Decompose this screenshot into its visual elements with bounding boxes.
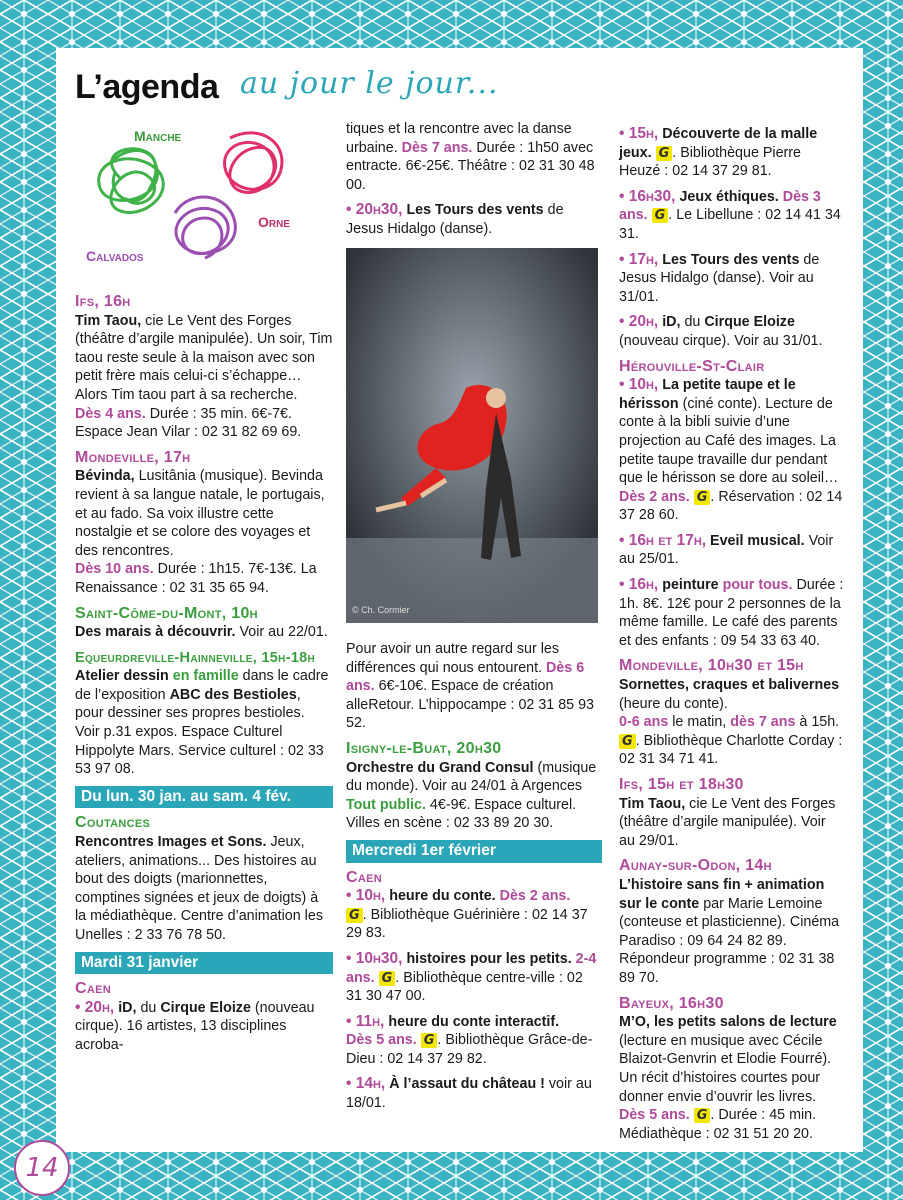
calvados-scribble	[175, 197, 235, 258]
city-heading: Isigny-le-Buat, 20h30	[346, 739, 502, 757]
event-title: Sornettes, craques et balivernes	[619, 677, 840, 694]
event-info: . Bibliothèque Guérinière : 02 14 37 29 83.	[346, 906, 588, 942]
event-hippocampe	[346, 640, 602, 733]
event-title: Découverte de la malle jeux.	[619, 126, 818, 161]
event-info: 4€-9€. Espace culturel. Villes en scène : 02 33 89 20 30.	[346, 796, 577, 832]
event-text: le matin,	[668, 714, 731, 731]
photo-credit: © Ch. Cormier	[352, 605, 410, 615]
event-herouville-2	[619, 532, 845, 569]
event-info: (nouveau cirque). 16 artistes, 13 disciplines acroba-	[75, 999, 315, 1053]
age-label: Dès 6 ans.	[346, 659, 585, 695]
age-label: dès 7 ans	[730, 714, 796, 731]
age-label: Dès 5 ans.	[619, 1107, 690, 1124]
event-text: cie Le Vent des Forges (théâtre d’argile manipulée). Un soir, Tim taou reste seule à la maison avec son petit frère mais celui-ci s’échappe… Alors Tim taou part à sa recherche.	[75, 312, 333, 403]
event-caen-17h	[619, 251, 845, 307]
event-text: dans le cadre de l’exposition	[75, 668, 329, 703]
event-text: (heure du conte).	[619, 695, 728, 712]
event-info: de Jesus Hidalgo (danse). Voir au 31/01.	[619, 251, 820, 305]
free-badge: G	[346, 908, 363, 923]
event-caen-16h30	[619, 188, 845, 244]
page-subtitle: au jour le jour...	[240, 66, 499, 101]
date-band: Mercredi 1er février	[346, 840, 602, 863]
event-ifs	[75, 293, 333, 442]
age-label: Dès 7 ans.	[401, 139, 473, 156]
event-title: Les Tours des vents	[402, 202, 544, 219]
city-heading: Mondeville, 17h	[75, 448, 191, 466]
event-time: • 20h,	[619, 313, 659, 331]
event-title: histoires pour les petits.	[402, 950, 572, 967]
event-coutances	[75, 814, 333, 944]
event-info: . Bibliothèque centre-ville : 02 31 30 47 00.	[346, 969, 583, 1005]
event-title: Eveil musical.	[706, 532, 805, 549]
age-label: Dès 2 ans.	[619, 488, 690, 505]
event-bayeux	[619, 995, 845, 1144]
city-heading: Bayeux, 16h30	[619, 994, 724, 1012]
city-heading: Coutances	[75, 814, 151, 832]
event-bold: Cirque Eloize	[704, 314, 795, 331]
age-label: Dès 3 ans.	[619, 188, 821, 224]
manche-scribble	[99, 149, 164, 213]
orne-scribble	[225, 133, 282, 193]
event-title: M’O, les petits salons de lecture	[619, 1014, 837, 1031]
event-title: iD,	[658, 314, 681, 331]
dance-photo	[346, 248, 598, 623]
event-text: à 15h.	[795, 714, 840, 731]
event-title: iD,	[114, 999, 137, 1016]
event-time: • 20h,	[75, 998, 115, 1016]
event-caen	[75, 980, 333, 1054]
event-title: Des marais à découvrir.	[75, 624, 236, 641]
event-info: Voir au 22/01.	[235, 624, 328, 641]
event-time: • 16h30,	[619, 187, 676, 205]
event-text: du	[136, 999, 161, 1016]
event-info: . Le Libellune : 02 14 41 34 31.	[619, 207, 841, 242]
page-title: L’agenda	[75, 68, 219, 106]
age-label: 2-4 ans.	[346, 950, 597, 986]
event-title: À l’assaut du château !	[385, 1076, 545, 1093]
city-heading: Ifs, 16h	[75, 293, 131, 310]
event-time: • 17h,	[619, 250, 659, 268]
event-text: tiques et la rencontre avec la danse urbaine.	[346, 121, 572, 156]
free-badge: G	[421, 1033, 438, 1048]
event-info: de Jesus Hidalgo (danse).	[346, 202, 564, 237]
event-time: • 14h,	[346, 1075, 386, 1093]
age-label: 0-6 ans	[619, 714, 669, 731]
event-herouville-1	[619, 376, 845, 525]
free-badge: G	[379, 971, 396, 986]
event-bold: ABC des Bestioles	[169, 686, 297, 703]
event-info: . Réservation : 02 14 37 28 60.	[619, 488, 843, 524]
age-label: Dès 10 ans.	[75, 561, 154, 578]
city-heading: Ifs, 15h et 18h30	[619, 776, 744, 793]
date-band: Du lun. 30 jan. au sam. 4 fév.	[75, 786, 333, 809]
event-mondeville-2	[619, 657, 845, 769]
event-info: par Marie Lemoine (conteuse et plasticienne). Cinéma Paradiso : 09 64 24 82 89. Répondeur programme : 02 31 38 89 70.	[619, 895, 840, 986]
event-info: . Bibliothèque Pierre Heuzé : 02 14 37 29 81.	[619, 144, 801, 180]
event-title: Tim Taou,	[75, 312, 142, 329]
city-heading: Hérouville-St-Clair	[619, 357, 765, 375]
event-info: voir au 18/01.	[346, 1076, 592, 1112]
city-heading: Caen	[346, 868, 382, 886]
event-info: Voir au 25/01.	[619, 532, 834, 568]
event-info: . Bibliothèque Charlotte Corday : 02 31 34 71 41.	[619, 732, 843, 768]
event-time: • 15h,	[619, 125, 659, 142]
column-2-lower	[346, 640, 602, 1120]
map-label-orne: Orne	[258, 214, 291, 230]
age-label: Dès 4 ans.	[75, 405, 146, 422]
event-time: • 20h30,	[346, 201, 403, 219]
map-label-calvados: Calvados	[86, 248, 144, 264]
age-label: pour tous.	[718, 577, 793, 594]
page-number: 14	[14, 1140, 70, 1196]
event-info: . Bibliothèque Grâce-de-Dieu : 02 14 37 29 82.	[346, 1032, 593, 1067]
event-info: (nouveau cirque). Voir au 31/01.	[619, 332, 823, 349]
event-text: Lusitânia (musique). Bevinda revient à sa langue natale, le portugais, et au fado. Sa voix illustre cette nostalgie et se colore des voyages et des rencontres.	[75, 468, 325, 559]
city-heading: Equeurdreville-Hainneville, 15h-18h	[75, 649, 316, 666]
date-band: Mardi 31 janvier	[75, 952, 333, 975]
event-caen-3	[346, 1013, 602, 1069]
city-heading: Caen	[75, 980, 111, 998]
column-3	[619, 125, 845, 1150]
event-info: . Durée : 45 min. Médiathèque : 02 31 51 20 20.	[619, 1107, 817, 1142]
event-herouville-3	[619, 576, 845, 650]
event-aunay	[619, 857, 845, 987]
free-badge: G	[694, 490, 711, 505]
event-title: peinture	[658, 577, 719, 594]
event-ifs-2	[619, 776, 845, 850]
event-time: • 16h,	[619, 576, 659, 594]
dancers-illustration	[346, 248, 598, 623]
event-text: (musique du monde). Voir au 24/01 à Argences	[346, 759, 597, 795]
event-time: • 10h,	[346, 887, 386, 905]
event-title: Bévinda,	[75, 468, 135, 485]
event-saint-come	[75, 605, 333, 642]
event-tours	[346, 201, 602, 238]
city-heading: Mondeville, 10h30 et 15h	[619, 657, 804, 675]
event-text: du	[680, 314, 705, 331]
event-title: Rencontres Images et Sons.	[75, 834, 267, 851]
event-title: heure du conte.	[385, 888, 496, 905]
event-mondeville	[75, 449, 333, 598]
age-label: Dès 5 ans.	[346, 1032, 417, 1049]
event-title: L’histoire sans fin + animation sur le conte	[619, 876, 825, 912]
department-map	[80, 118, 320, 278]
event-title: Tim Taou,	[619, 795, 686, 812]
age-label: en famille	[168, 668, 239, 685]
event-info: cie Le Vent des Forges (théâtre d’argile manipulée). Voir au 29/01.	[619, 795, 836, 849]
free-badge: G	[652, 208, 669, 223]
city-heading: Aunay-sur-Odon, 14h	[619, 857, 772, 875]
event-info: (ciné conte). Lecture de conte à la bibli suivie d’une projection au Café des images. La petite taupe travaille dur pendant que le hérisson se dore au soleil…	[619, 395, 839, 487]
column-1	[75, 290, 333, 1062]
event-time: • 10h,	[619, 376, 659, 394]
event-info: Durée : 1h15. 7€-13€. La Renaissance : 02 31 35 65 94.	[75, 561, 317, 596]
event-info: Durée : 35 min. 6€-7€. Espace Jean Vilar : 02 31 82 69 69.	[75, 405, 302, 441]
free-badge: G	[656, 146, 673, 161]
event-caen-20h	[619, 313, 845, 350]
event-text: , pour dessiner ses propres bestioles. Voir p.31 expos. Espace Culturel Hippolyte Mars. Service culturel : 02 33 53 97 08.	[75, 686, 324, 778]
event-time: • 16h et 17h,	[619, 531, 707, 549]
event-bold: Cirque Eloize	[160, 999, 251, 1016]
event-text: Pour avoir un autre regard sur les différences qui nous entourent.	[346, 641, 559, 676]
event-title: heure du conte interactif.	[384, 1013, 560, 1030]
city-heading: Saint-Côme-du-Mont, 10h	[75, 604, 258, 622]
free-badge: G	[694, 1108, 711, 1123]
event-caen-4	[346, 1075, 602, 1112]
event-title: Atelier dessin	[75, 668, 169, 685]
age-label: Tout public.	[346, 796, 426, 813]
event-caen-15h	[619, 125, 845, 181]
event-isigny	[346, 740, 602, 833]
event-time: • 10h30,	[346, 949, 403, 967]
age-label: Dès 2 ans.	[495, 888, 571, 905]
event-title: La petite taupe et le hérisson	[619, 377, 796, 412]
event-title: Orchestre du Grand Consul	[346, 759, 534, 776]
event-caen-2	[346, 950, 602, 1006]
event-time: • 11h,	[346, 1012, 385, 1030]
free-badge: G	[619, 734, 636, 749]
event-equeurdreville	[75, 649, 333, 779]
event-info: Durée : 1h50 avec entracte. 6€-25€. Théâtre : 02 31 30 48 00.	[346, 139, 595, 193]
event-info: 6€-10€. Espace de création alleRetour. L’hippocampe : 02 31 85 93 52.	[346, 678, 594, 732]
event-info: (lecture en musique avec Cécile Blaizot-Genvrin et Elodie Fourré). Un récit d’histoires courtes pour donner envie d’ouvrir les livres.	[619, 1032, 832, 1105]
event-info: Durée : 1h. 8€. 12€ pour 2 personnes de la même famille. Le café des parents et des enfants : 09 54 33 63 40.	[619, 577, 844, 649]
map-label-manche: Manche	[134, 128, 182, 144]
event-title: Jeux éthiques.	[675, 188, 779, 205]
event-caen-cont	[346, 120, 602, 194]
event-title: Les Tours des vents	[658, 251, 800, 268]
event-caen-1	[346, 887, 602, 943]
event-text: Jeux, ateliers, animations... Des histoires au bout des doigts (marionnettes, comptines signées et jeux de doigts) à la médiathèque. Centre d’animation les Unelles : 2 33 76 78 50.	[75, 834, 323, 943]
